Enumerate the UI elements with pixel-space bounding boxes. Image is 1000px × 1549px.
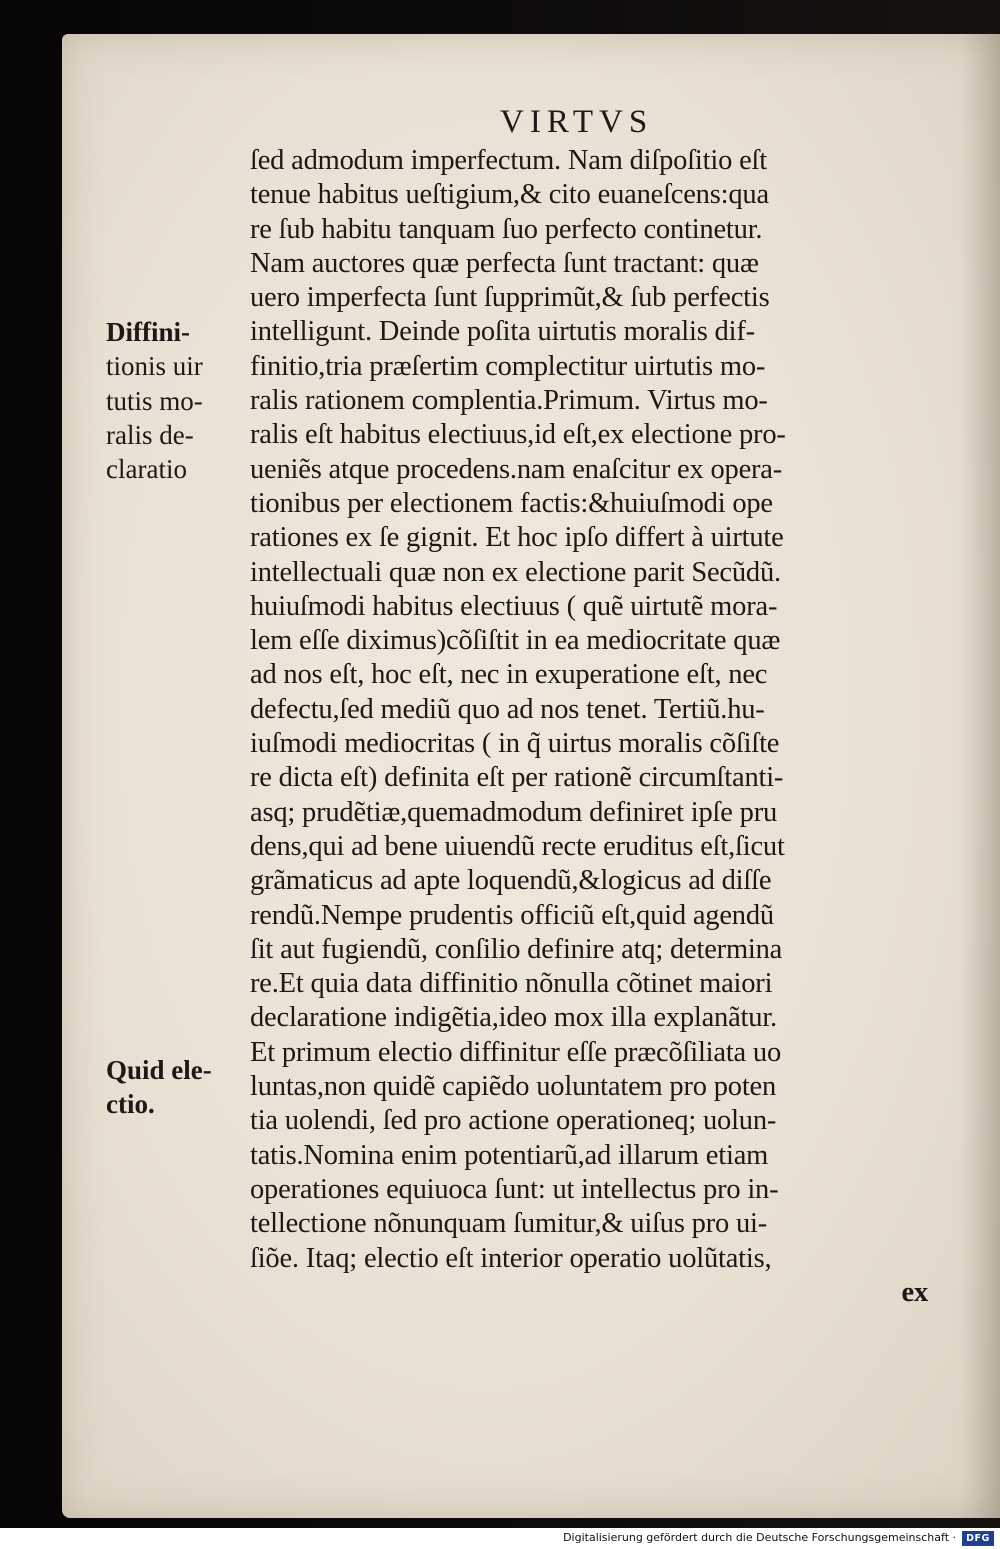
text-line: re ſub habitu tanquam ſuo perfecto continetur.: [250, 213, 763, 245]
marginal-line: claratio: [106, 454, 187, 485]
catchword: ex: [901, 1276, 928, 1308]
text-line: tia uolendi, ſed pro actione operationeq; uolun-: [250, 1105, 777, 1137]
text-line: asq; prudẽtiæ,quemadmodum definiret ipſe pru: [250, 796, 778, 828]
marginal-line: Quid ele-: [106, 1055, 212, 1085]
marginal-line: tutis mo-: [106, 385, 203, 416]
text-line: rendũ.Nempe prudentis officiũ eſt,quid agendũ: [250, 899, 774, 931]
footer-bar: [0, 1528, 1000, 1549]
text-line: re.Et quia data diffinitio nõnulla cõtinet maiori: [250, 968, 773, 1000]
text-line: tatis.Nomina enim potentiarũ,ad illarum etiam: [250, 1139, 769, 1171]
marginal-line: ctio.: [106, 1089, 155, 1120]
body-text: [250, 144, 940, 1310]
text-line: ſed admodum imperfectum. Nam diſpoſitio eſt: [250, 145, 767, 176]
text-line: re dicta eſt) definita eſt per rationẽ circumſtanti-: [250, 762, 784, 794]
text-line: ſiõe. Itaq; electio eſt interior operatio uolũtatis,: [250, 1242, 772, 1274]
text-line: intellectuali quæ non ex electione parit Secũdũ.: [250, 556, 781, 588]
text-line: luntas,non quidẽ capiẽdo uoluntatem pro poten: [250, 1071, 777, 1103]
text-line: rationes ex ſe gignit. Et hoc ipſo differt à uirtute: [250, 522, 784, 554]
text-line: uero imperfecta ſunt ſupprimũt,& ſub perfectis: [250, 282, 770, 314]
marginal-line: tionis uir: [106, 351, 203, 382]
text-line: tellectione nõnunquam ſumitur,& uiſus pro ui-: [250, 1208, 768, 1240]
marginal-note-definition: [106, 315, 248, 486]
running-head: VIRTVS: [500, 104, 654, 140]
text-line: ralis rationem complentia.Primum. Virtus mo-: [250, 385, 768, 417]
text-line: intelligunt. Deinde poſita uirtutis moralis dif-: [250, 316, 755, 348]
text-line: huiuſmodi habitus electiuus ( quẽ uirtutẽ mora-: [250, 590, 778, 622]
text-line: operationes equiuoca ſunt: ut intellectus pro in-: [250, 1173, 779, 1205]
dfg-logo: DFG: [962, 1531, 994, 1546]
text-line: ſit aut fugiendũ, conſilio definire atq; determina: [250, 933, 783, 965]
text-line: defectu,ſed mediũ quo ad nos tenet. Tertiũ.hu-: [250, 693, 765, 725]
text-line: grãmaticus ad apte loquendũ,&logicus ad diſſe: [250, 865, 772, 897]
text-line: ueniẽs atque procedens.nam enaſcitur ex opera-: [250, 453, 783, 485]
text-line: ad nos eſt, hoc eſt, nec in exuperatione eſt, nec: [250, 659, 768, 691]
marginal-line: Diffini-: [106, 317, 190, 347]
text-line: tionibus per electionem factis:&huiuſmodi ope: [250, 487, 773, 519]
marginal-note-electio: [106, 1053, 248, 1122]
text-line: declaratione indigẽtia,ideo mox illa explanãtur.: [250, 1002, 777, 1034]
funding-credit: Digitalisierung gefördert durch die Deutsche Forschungsgemeinschaft ·: [563, 1531, 956, 1544]
text-line: ralis eſt habitus electiuus,id eſt,ex electione pro-: [250, 419, 786, 451]
marginal-line: ralis de-: [106, 419, 194, 450]
text-line: dens,qui ad bene uiuendũ recte eruditus eſt,ſicut: [250, 830, 785, 862]
text-line: iuſmodi mediocritas ( in q̃ uirtus moralis cõſiſte: [250, 728, 780, 760]
text-line: Nam auctores quæ perfecta ſunt tractant: quæ: [250, 247, 759, 279]
text-line: Et primum electio diffinitur eſſe præcõſiliata uo: [250, 1036, 782, 1068]
text-line: lem eſſe diximus)cõſiſtit in ea mediocritate quæ: [250, 625, 781, 657]
text-line: finitio,tria præſertim complectitur uirtutis mo-: [250, 350, 766, 382]
text-line: tenue habitus ueſtigium,& cito euaneſcens:qua: [250, 179, 769, 211]
